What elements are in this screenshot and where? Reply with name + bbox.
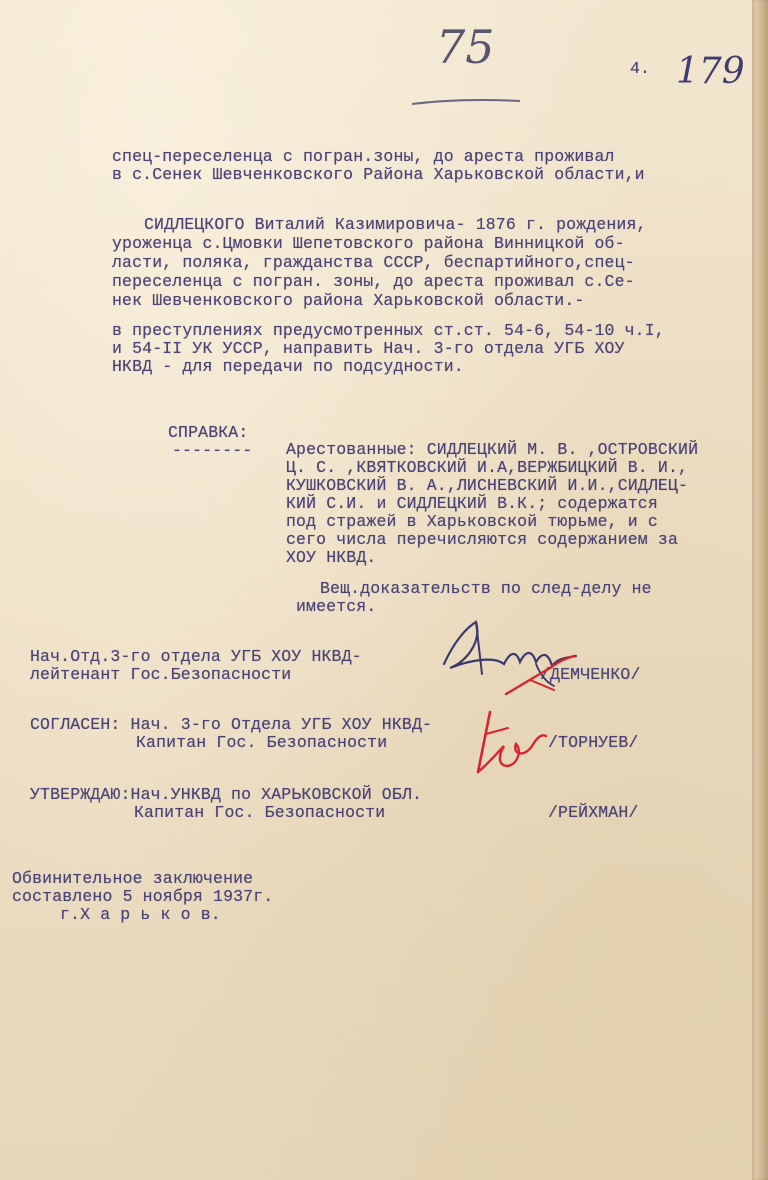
page-binding-edge xyxy=(752,0,768,1180)
reikhman-name: /РЕЙХМАН/ xyxy=(548,803,639,822)
footer-line-1: Обвинительное заключение xyxy=(12,869,254,888)
evidence-line-2: имеется. xyxy=(296,597,377,616)
person-line-3: ласти, поляка, гражданства СССР, беспартийного,спец- xyxy=(112,253,635,272)
crimes-line-1: в преступлениях предусмотренных ст.ст. 54-6, 54-10 ч.I, xyxy=(112,321,665,340)
reikhman-title-line-2: Капитан Гос. Безопасности xyxy=(134,803,386,822)
person-line-4: переселенца с погран. зоны, до ареста проживал с.Се- xyxy=(112,272,635,291)
intro-line-2: в с.Сенек Шевченковского Района Харьковской области,и xyxy=(112,165,645,184)
spravka-line-1: Арестованные: СИДЛЕЦКИЙ М. В. ,ОСТРОВСКИЙ xyxy=(286,440,699,459)
red-pencil-mark xyxy=(500,650,580,700)
spravka-line-5: под стражей в Харьковской тюрьме, и с xyxy=(286,512,658,531)
footer-line-3: г.Х а р ь к о в. xyxy=(60,905,221,924)
spravka-label: СПРАВКА: xyxy=(168,423,249,442)
tornuev-title-line-1: СОГЛАСЕН: Нач. 3-го Отдела УГБ ХОУ НКВД- xyxy=(30,715,433,734)
folio-number-main: 75 xyxy=(436,20,495,74)
spravka-underline: -------- xyxy=(172,441,253,460)
folio-number-secondary: 179 xyxy=(676,51,745,92)
tornuev-name: /ТОРНУЕВ/ xyxy=(548,733,639,752)
footer-line-2: составлено 5 ноября 1937г. xyxy=(12,887,274,906)
person-line-1: СИДЛЕЦКОГО Виталий Казимировича- 1876 г. рождения, xyxy=(144,215,647,234)
page-number: 4. xyxy=(630,59,651,78)
spravka-line-3: КУШКОВСКИЙ В. А.,ЛИСНЕВСКИЙ И.И.,СИДЛЕЦ- xyxy=(286,476,689,495)
spravka-line-7: ХОУ НКВД. xyxy=(286,548,377,567)
evidence-line-1: Вещ.доказательств по след-делу не xyxy=(320,579,652,598)
demchenko-title-line-1: Нач.Отд.3-го отдела УГБ ХОУ НКВД- xyxy=(30,647,362,666)
demchenko-name: /ДЕМЧЕНКО/ xyxy=(540,665,641,684)
crimes-line-3: НКВД - для передачи по подсудности. xyxy=(112,357,464,376)
spravka-line-6: сего числа перечисляются содержанием за xyxy=(286,530,679,549)
person-line-2: уроженца с.Цмовки Шепетовского района Винницкой об- xyxy=(112,234,625,253)
reikhman-title-line-1: УТВЕРЖДАЮ:Нач.УНКВД по ХАРЬКОВСКОЙ ОБЛ. xyxy=(30,785,423,804)
tornuev-red-signature xyxy=(468,706,548,780)
intro-line-1: спец-переселенца с погран.зоны, до ареста проживал xyxy=(112,147,615,166)
tornuev-title-line-2: Капитан Гос. Безопасности xyxy=(136,733,388,752)
crimes-line-2: и 54-II УК УССР, направить Нач. 3-го отдела УГБ ХОУ xyxy=(112,339,625,358)
person-line-5: нек Шевченковского района Харьковской области.- xyxy=(112,291,585,310)
folio-underline xyxy=(400,92,540,112)
spravka-line-2: Ц. С. ,КВЯТКОВСКИЙ И.А,ВЕРЖБИЦКИЙ В. И., xyxy=(286,458,689,477)
spravka-line-4: КИЙ С.И. и СИДЛЕЦКИЙ В.К.; содержатся xyxy=(286,494,658,513)
demchenko-title-line-2: лейтенант Гос.Безопасности xyxy=(30,665,292,684)
